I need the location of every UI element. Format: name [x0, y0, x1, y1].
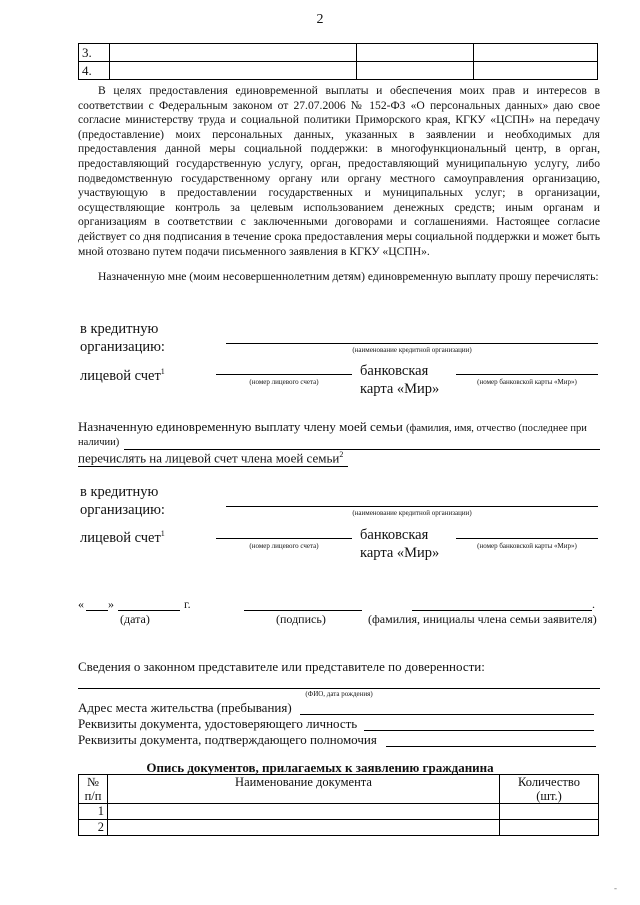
account-field[interactable]	[216, 374, 352, 375]
date-caption: (дата)	[120, 612, 150, 626]
footnote-mark: 2	[339, 450, 344, 459]
member-name-caption: (фамилия, инициалы члена семьи заявителя)	[368, 612, 597, 626]
family-line-2: наличии)	[78, 437, 120, 448]
footnote-mark: 1	[160, 367, 165, 376]
scan-mark: -	[614, 883, 617, 893]
col-name-header: Наименование документа	[108, 775, 500, 804]
document-name-cell[interactable]	[108, 820, 500, 836]
consent-paragraph: В целях предоставления единовременной выплаты и обеспечения моих прав и интересов в соответствии с Федеральным законом от 27.07.2006 № 152-ФЗ «О персональных данных» даю свое согласие министерству труда и социальной политики Приморского края, КГКУ «ЦСПН» на передачу (предоставление) моих персональных данных, указанных в заявлении и необходимых для предоставления данной меры социальной поддержки: в многофункциональный центр, в орган, предоставляющий государственную услугу, орган, предоставляющий муниципальную услугу, либо подведомственную государственному органу или органу местного самоуправления организацию, участвующую в предоставлении государственных и муниципальных услуг; в организации, осуществляющие контроль за целевым использованием денежных средств; иным органам и организациям в соответствии с заключенными договорами и соглашениями. Настоящее согласие действует со дня подписания в течение срока предоставления меры социальной поддержки и может быть мной отозвано путем подачи письменного заявления в КГКУ «ЦСПН».	[78, 84, 600, 258]
table-cell[interactable]	[110, 62, 357, 80]
col-qty-label: (шт.)	[536, 789, 562, 803]
table-row	[79, 62, 598, 80]
card-caption: (номер банковской карты «Мир»)	[477, 542, 577, 550]
table-header-row	[79, 775, 599, 804]
date-month-field[interactable]	[118, 610, 180, 611]
family-text-small: (фамилия, имя, отчество (последнее при	[406, 423, 587, 434]
representative-title: Сведения о законном представителе или представителе по доверенности:	[78, 659, 485, 674]
credit-org-field[interactable]	[226, 506, 598, 507]
credit-org-label: организацию:	[80, 502, 165, 518]
date-close-quote: »	[108, 597, 114, 611]
table-cell[interactable]	[110, 44, 357, 62]
footnote-mark: 1	[160, 529, 165, 538]
family-text: Назначенную единовременную выплату члену моей семьи	[78, 419, 403, 434]
id-doc-label: Реквизиты документа, удостоверяющего личность	[78, 716, 358, 731]
id-doc-field[interactable]	[364, 730, 594, 731]
document-name-cell[interactable]	[108, 804, 500, 820]
account-caption: (номер лицевого счета)	[249, 542, 319, 550]
credit-org-caption: (наименование кредитной организации)	[352, 509, 472, 517]
col-qty-header	[500, 775, 599, 804]
col-num-label: №	[87, 775, 99, 789]
year-suffix: г.	[184, 597, 191, 611]
fio-caption: (ФИО, дата рождения)	[305, 690, 373, 698]
family-account-line	[78, 450, 343, 466]
quantity-cell[interactable]	[500, 820, 599, 836]
card-label: карта «Мир»	[360, 545, 440, 561]
account-label	[80, 529, 165, 547]
account-field[interactable]	[216, 538, 352, 539]
quantity-cell[interactable]	[500, 804, 599, 820]
card-label: банковская	[360, 527, 429, 543]
table-cell[interactable]	[357, 62, 474, 80]
table-cell[interactable]	[474, 62, 598, 80]
card-label: банковская	[360, 363, 429, 379]
credit-org-caption: (наименование кредитной организации)	[352, 346, 472, 354]
end-dot: .	[592, 597, 595, 611]
col-qty-label: Количество	[518, 775, 580, 789]
card-field[interactable]	[456, 538, 598, 539]
account-label	[80, 367, 165, 385]
credit-org-label: организацию:	[80, 339, 165, 355]
family-account-underline	[78, 466, 348, 467]
address-label: Адрес места жительства (пребывания)	[78, 700, 292, 715]
family-account-text: перечислять на лицевой счет члена моей семьи	[78, 450, 340, 466]
table-row	[79, 820, 599, 836]
transfer-paragraph: Назначенную мне (моим несовершеннолетним детям) единовременную выплату прошу перечислять:	[98, 270, 599, 283]
table-row	[79, 804, 599, 820]
row-number: 2	[79, 820, 108, 836]
account-label-text: лицевой счет	[80, 367, 161, 384]
account-caption: (номер лицевого счета)	[249, 378, 319, 386]
inventory-title: Опись документов, прилагаемых к заявлению гражданина	[146, 760, 494, 775]
card-field[interactable]	[456, 374, 598, 375]
top-table	[78, 43, 598, 80]
date-day-field[interactable]	[86, 610, 108, 611]
family-line	[78, 419, 587, 435]
representative-fio-field[interactable]	[78, 688, 600, 689]
page-number: 2	[316, 12, 324, 27]
credit-org-label: в кредитную	[80, 484, 159, 500]
address-field[interactable]	[300, 714, 594, 715]
signature-caption: (подпись)	[276, 612, 326, 626]
table-cell[interactable]	[474, 44, 598, 62]
authority-doc-label: Реквизиты документа, подтверждающего полномочия	[78, 732, 377, 747]
row-number: 4.	[79, 62, 110, 80]
col-num-label: п/п	[84, 789, 102, 803]
inventory-table	[78, 774, 599, 836]
row-number: 1	[79, 804, 108, 820]
account-label-text: лицевой счет	[80, 529, 161, 546]
credit-org-field[interactable]	[226, 343, 598, 344]
col-num-header	[79, 775, 108, 804]
date-open-quote: «	[78, 597, 84, 611]
card-label: карта «Мир»	[360, 381, 440, 397]
authority-doc-field[interactable]	[386, 746, 596, 747]
card-caption: (номер банковской карты «Мир»)	[477, 378, 577, 386]
table-cell[interactable]	[357, 44, 474, 62]
row-number: 3.	[79, 44, 110, 62]
table-row	[79, 44, 598, 62]
signature-field[interactable]	[244, 610, 362, 611]
member-name-field[interactable]	[412, 610, 592, 611]
credit-org-label: в кредитную	[80, 321, 159, 337]
